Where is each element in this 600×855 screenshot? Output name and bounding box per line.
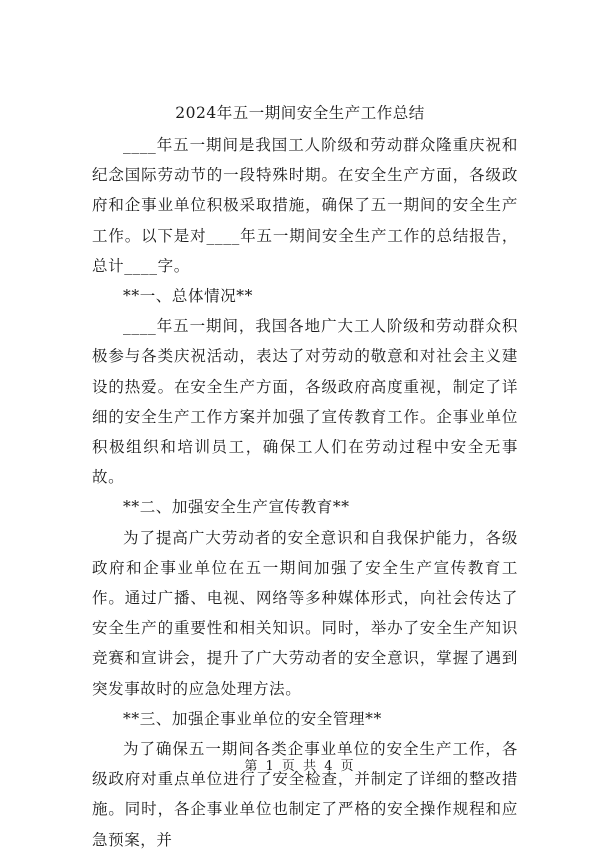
section-paragraph-publicity: 为了提高广大劳动者的安全意识和自我保护能力，各级政府和企事业单位在五一期间加强了安全生产宣传教育工作。通过广播、电视、网络等多种媒体形式，向社会传达了安全生产的重要性和相关知识。同时，举办了安全生产知识竞赛和宣讲会，提升了广大劳动者的安全意识，掌握了遇到突发事故时的应急处理方法。 [92,528,518,698]
section-paragraph-overview: ____年五一期间，我国各地广大工人阶级和劳动群众积极参与各类庆祝活动，表达了对劳动的敬意和对社会主义建设的热爱。在安全生产方面，各级政府高度重视，制定了详细的安全生产工作方案并加强了宣传教育工作。企事业单位积极组织和培训员工，确保工人们在劳动过程中安全无事故。 [92,317,518,487]
section-heading-publicity: **二、加强安全生产宣传教育** [123,498,350,517]
section-heading-management: **三、加强企事业单位的安全管理** [123,709,382,728]
page-footer: 第 1 页 共 4 页 [244,759,356,774]
section-heading-overview: **一、总体情况** [123,287,254,306]
document-title: 2024年五一期间安全生产工作总结 [175,104,425,122]
document-body [92,130,518,855]
intro-paragraph: ____年五一期间是我国工人阶级和劳动群众隆重庆祝和纪念国际劳动节的一段特殊时期。在安全生产方面，各级政府和企事业单位积极采取措施，确保了五一期间的安全生产工作。以下是对____年五一期间安全生产工作的总结报告，总计____字。 [92,136,518,275]
section-paragraph-management: 为了确保五一期间各类企事业单位的安全生产工作，各级政府对重点单位进行了安全检查，并制定了详细的整改措施。同时，各企事业单位也制定了严格的安全操作规程和应急预案，并 [92,740,518,849]
